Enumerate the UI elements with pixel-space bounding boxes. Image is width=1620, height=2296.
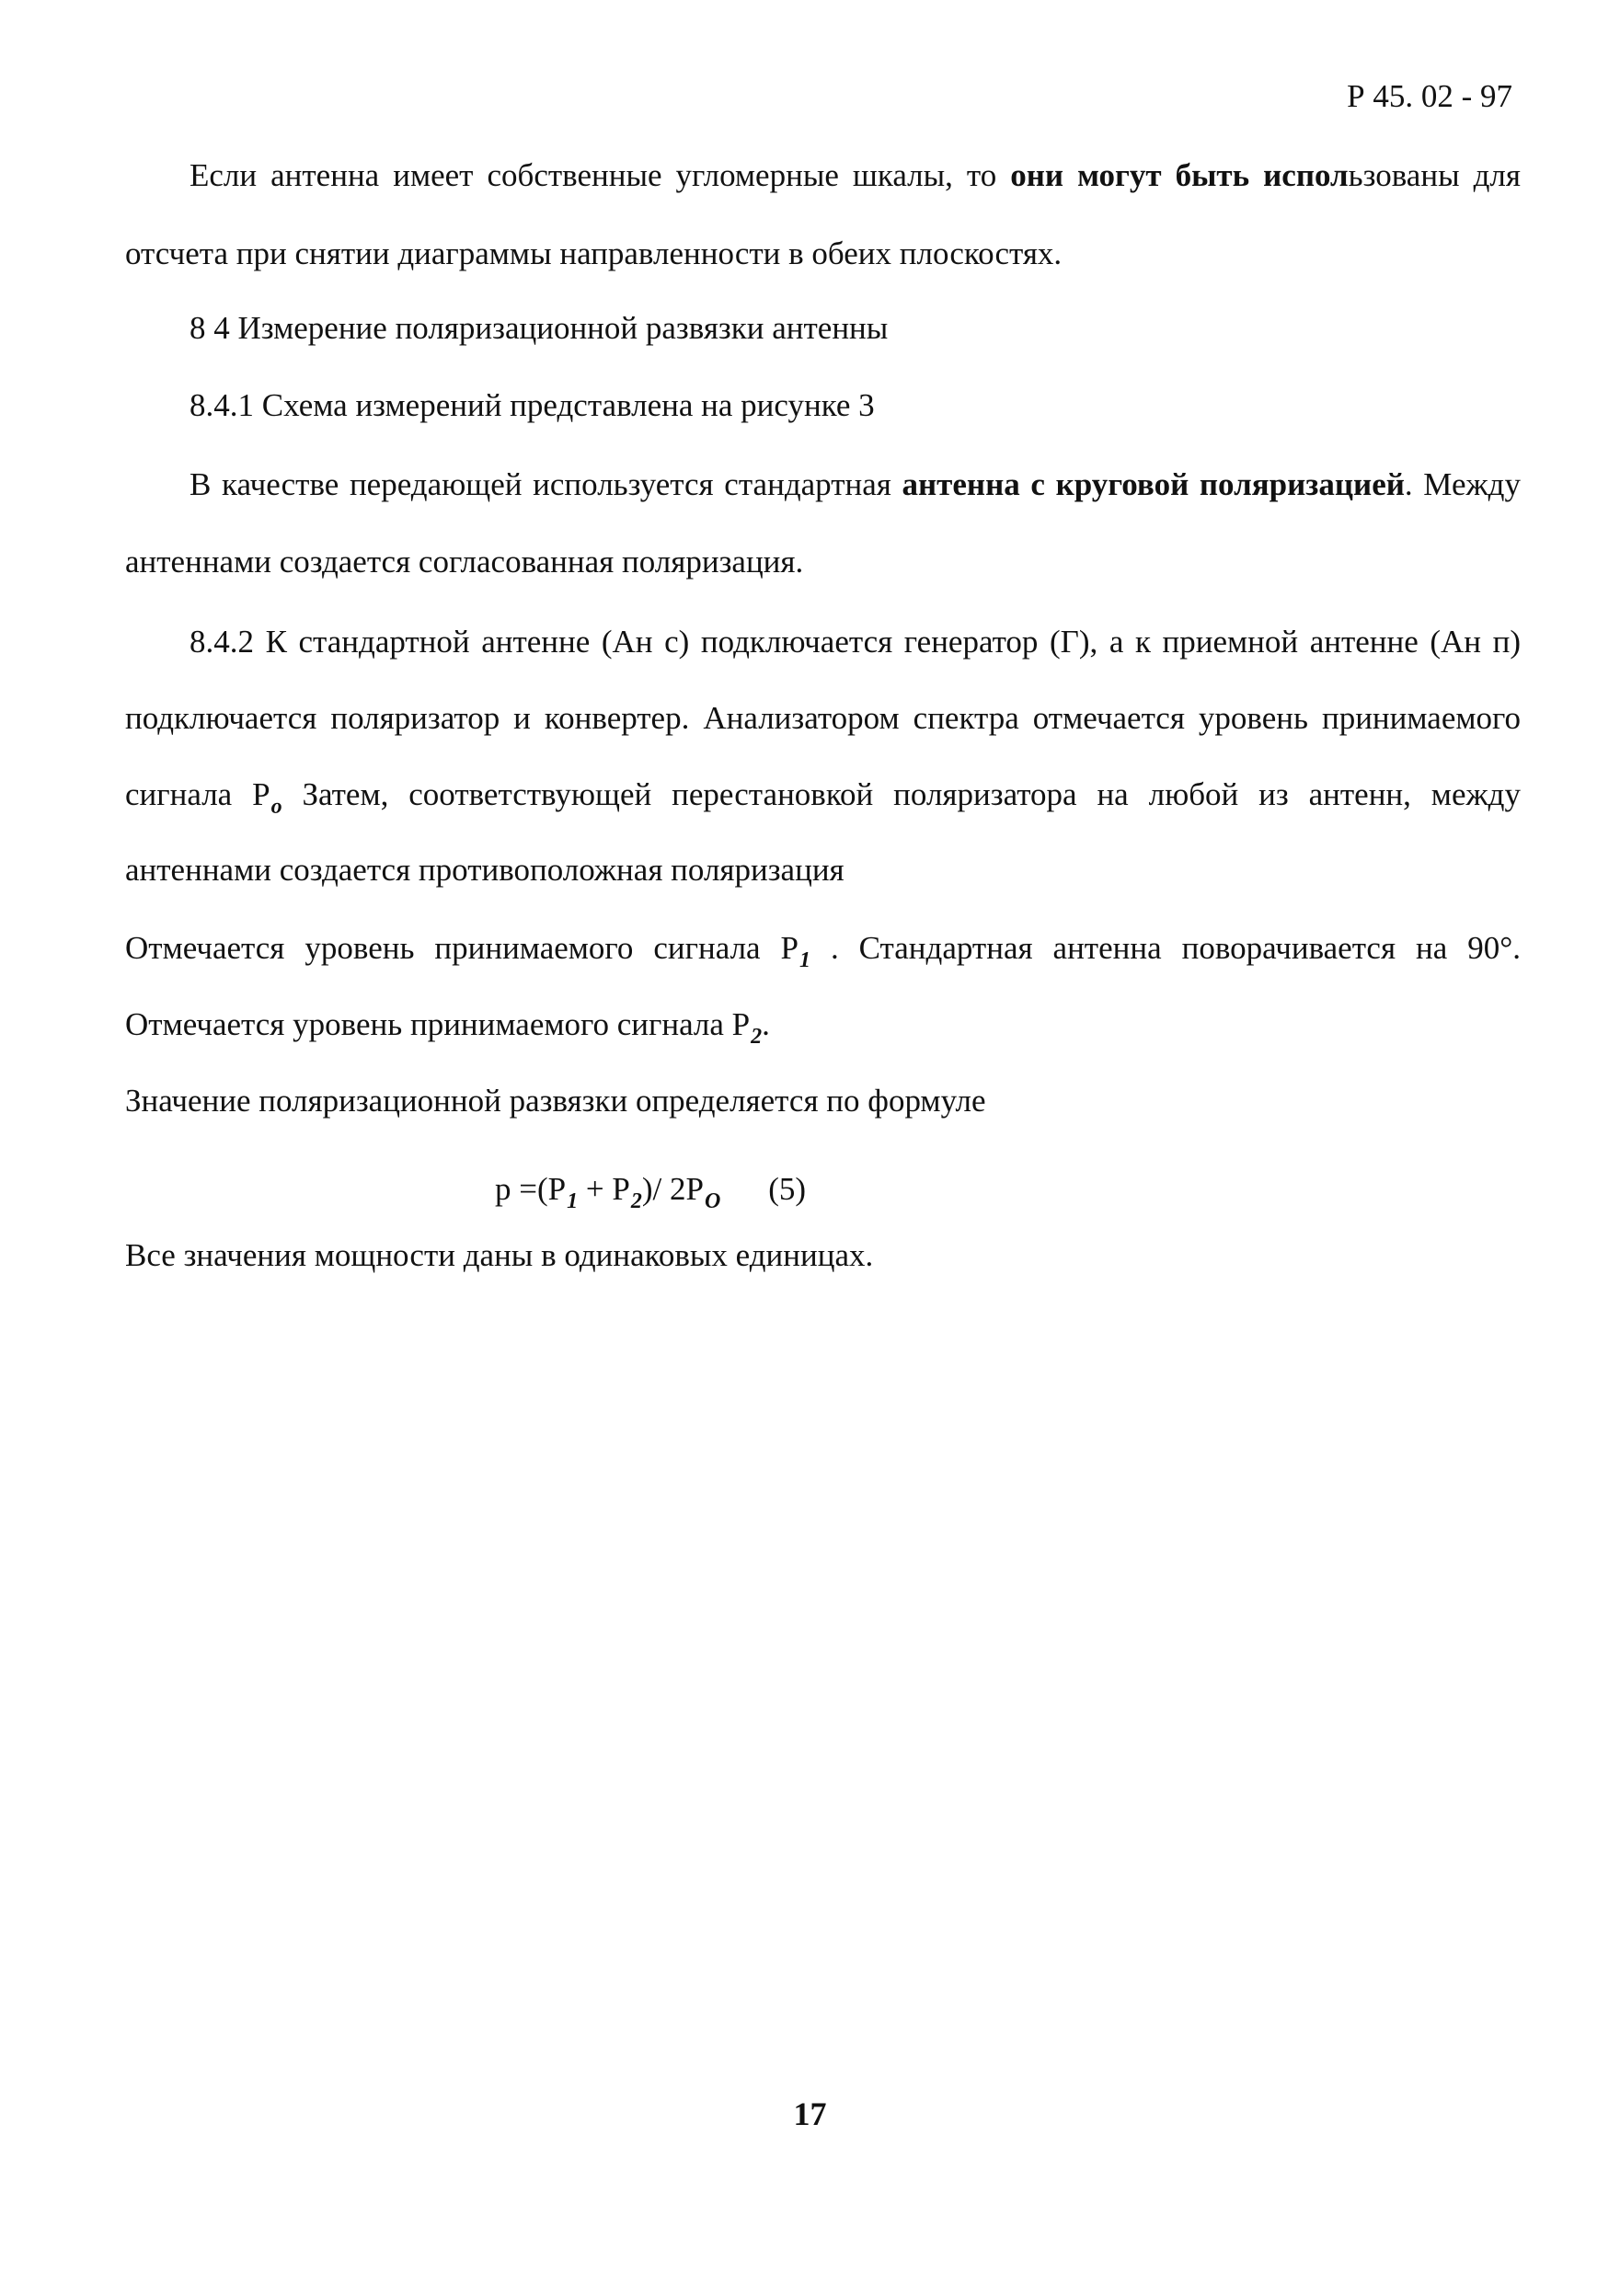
text-run: . Между	[1404, 466, 1521, 502]
document-number: Р 45. 02 - 97	[1347, 78, 1512, 114]
formula-part: p =(P	[495, 1171, 567, 1207]
section-title: 8 4 Измерение поляризационной развязки антенны	[190, 310, 889, 346]
closing-statement: Все значения мощности даны в одинаковых единицах.	[125, 1237, 874, 1273]
paragraph-line: антеннами создается противоположная поляризация	[125, 852, 844, 888]
formula	[495, 1170, 806, 1212]
text-run: сигнала P	[125, 776, 270, 812]
paragraph-line	[190, 156, 1521, 195]
formula-part: )/ 2P	[641, 1171, 704, 1207]
subsection-8-4-2: 8.4.2 К стандартной антенне (Ан с) подключается генератор (Г), а к приемной антенне (Ан п)	[190, 624, 1521, 660]
subscript: 1	[799, 948, 810, 972]
paragraph-line: подключается поляризатор и конвертер. Анализатором спектра отмечается уровень принимаемого	[125, 700, 1521, 736]
paragraph-line: антеннами создается согласованная поляризация.	[125, 544, 804, 580]
paragraph-line	[190, 465, 1521, 504]
paragraph-line	[125, 1005, 1521, 1048]
formula-part: + P	[578, 1171, 630, 1207]
text-run: ьзованы для	[1348, 157, 1521, 193]
subscript: о	[270, 795, 282, 819]
subscript: O	[704, 1189, 721, 1213]
text-run: В качестве передающей используется стандартная	[190, 466, 902, 502]
bold-text-run: антенна с круговой поляризацией	[902, 466, 1405, 502]
text-run: Затем, соответствующей перестановкой поляризатора на любой из антенн, между	[281, 776, 1521, 812]
text-run: . Стандартная антенна поворачивается на 90°.	[810, 930, 1521, 966]
text-run: Если антенна имеет собственные угломерные шкалы, то	[190, 157, 1011, 193]
subsection-8-4-1: 8.4.1 Схема измерений представлена на рисунке 3	[190, 387, 875, 423]
subscript: 2	[630, 1189, 642, 1213]
paragraph-line	[125, 775, 1521, 818]
subscript: 2	[751, 1025, 763, 1049]
bold-text-run: они могут быть испол	[1010, 157, 1349, 193]
text-run: Отмечается уровень принимаемого сигнала P	[125, 930, 799, 966]
formula-number: (5)	[768, 1171, 807, 1207]
formula-intro: Значение поляризационной развязки определяется по формуле	[125, 1083, 986, 1119]
page-number: 17	[793, 2095, 827, 2132]
paragraph-line: отсчета при снятии диаграммы направленности в обеих плоскостях.	[125, 235, 1063, 271]
subscript: 1	[567, 1189, 579, 1213]
text-run: Отмечается уровень принимаемого сигнала P	[125, 1006, 751, 1042]
text-run: .	[762, 1006, 770, 1042]
paragraph-line	[125, 929, 1521, 971]
